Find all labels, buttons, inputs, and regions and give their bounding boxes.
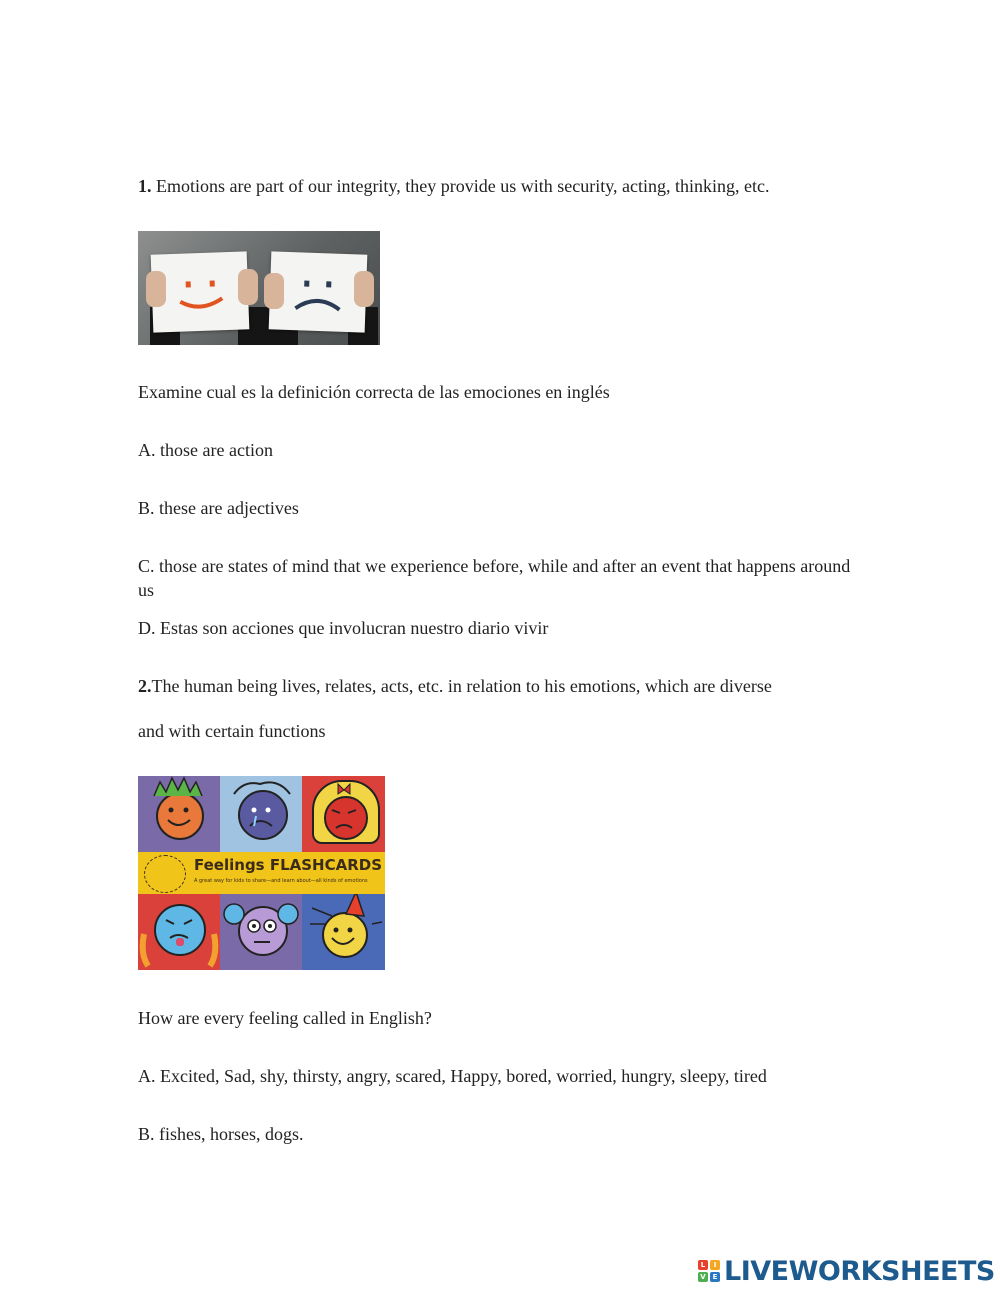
flashcard-title-band (138, 852, 385, 894)
question-1-statement (138, 174, 770, 198)
question-2-statement-continued: and with certain functions (138, 721, 326, 741)
logo-block: E (710, 1272, 720, 1282)
logo-block: V (698, 1272, 708, 1282)
flashcard-subtitle: A great way for kids to share—and learn about—all kinds of emotions (194, 878, 368, 884)
question-2-option-b[interactable]: B. fishes, horses, dogs. (138, 1124, 304, 1144)
question-2-statement (138, 674, 772, 698)
question-1-prompt: Examine cual es la definición correcta de las emociones en inglés (138, 382, 610, 402)
hand-shape (146, 271, 166, 307)
green-hair-icon (138, 776, 220, 852)
flashcard-worried (220, 894, 302, 970)
flashcard-angry (302, 776, 385, 852)
party-hat-icon (302, 894, 385, 970)
hand-shape (264, 273, 284, 309)
emotion-signs-image (138, 231, 380, 345)
crying-face-icon (220, 776, 302, 852)
question-2-option-a[interactable]: A. Excited, Sad, shy, thirsty, angry, scared, Happy, bored, worried, hungry, sleepy, tired (138, 1066, 767, 1086)
logo-block: L (698, 1260, 708, 1270)
logo-text: LIVEWORKSHEETS (724, 1255, 995, 1287)
worried-features-icon (220, 894, 302, 970)
question-1-option-c[interactable]: C. those are states of mind that we experience before, while and after an event that happens around us (138, 556, 851, 600)
flashcard-sad (220, 776, 302, 852)
question-1-option-d[interactable]: D. Estas son acciones que involucran nuestro diario vivir (138, 618, 549, 638)
grumpy-features-icon (138, 894, 220, 970)
hand-shape (238, 269, 258, 305)
question-text: The human being lives, relates, acts, etc. in relation to his emotions, which are diverse (151, 676, 772, 696)
feelings-flashcards-image (138, 776, 385, 970)
question-number: 2. (138, 676, 152, 696)
flashcard-excited (302, 894, 385, 970)
logo-blocks-icon (698, 1260, 720, 1282)
flashcard-grumpy (138, 894, 220, 970)
question-1-option-b[interactable]: B. these are adjectives (138, 498, 299, 518)
hand-shape (354, 271, 374, 307)
flashcard-happy (138, 776, 220, 852)
question-text: Emotions are part of our integrity, they provide us with security, acting, thinking, etc. (156, 176, 770, 196)
question-2-prompt: How are every feeling called in English? (138, 1008, 432, 1028)
publisher-badge-icon (144, 855, 186, 893)
question-1-option-a[interactable]: A. those are action (138, 440, 273, 460)
angry-features-icon (302, 776, 385, 852)
question-number: 1. (138, 176, 152, 196)
flashcard-title: Feelings FLASHCARDS (194, 856, 383, 874)
logo-block: I (710, 1260, 720, 1270)
liveworksheets-logo[interactable] (698, 1254, 995, 1288)
